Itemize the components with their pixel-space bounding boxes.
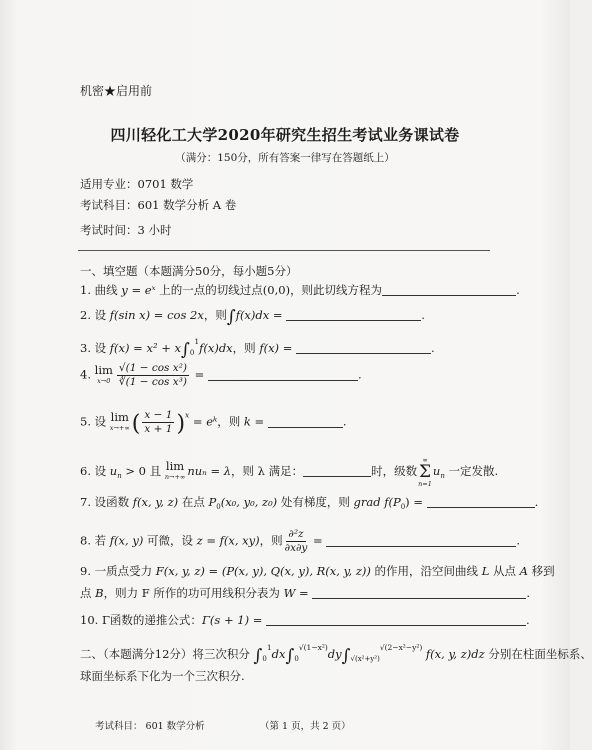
info-subject [80,197,236,213]
confidential-mark: 机密★启用前 [80,84,153,98]
info-subject-label: 考试科目： [80,198,138,212]
divider-line [78,250,490,251]
question-9-line-2: 点 B，则力 F 所作的功可用线积分表为 W = . [80,586,530,600]
question-8: 8. 若 f(x, y) 可微，设 z = f(x, xy)，则 $\frac{\text{∂²z}}{\partial x\partial y}$ = . [80,528,520,554]
answer-blank-4[interactable] [208,368,358,381]
answer-blank-5[interactable] [268,415,343,428]
question-5: 5. 设 lim x→+∞ ( $\frac{x - 1}{x + 1}$ )$^x$ = eᵏ，则 k = . [80,409,347,437]
footer-subject: 考试科目： 601 数学分析 [95,721,205,732]
answer-blank-2[interactable] [286,308,421,321]
question-6: 6. 设 $u_n > 0$ 且 lim n→+∞ nuₙ = λ，则 λ 满足： 时，级数 ∞ Σ n=1 $u_n$ 一定发散. [80,456,499,488]
answer-blank-3[interactable] [296,341,431,354]
section-two-line-1: 二、（本题满分12分）将三次积分 $\int_0^1dx\int_0^{√(1-x^2)}dy\int_{√(x^2+y^2)}^{√(2-x^2-y^2)}$ f(x, y, z)dz 分别在柱面坐标系、 [80,643,592,666]
info-major-label: 适用专业： [80,177,138,191]
info-major-value: 0701 数学 [137,177,194,191]
question-10: 10. Γ函数的递推公式：Γ(s + 1) = . [80,613,530,627]
question-4: 4. lim x→0 $\frac{\text{√(1 − cos x²)}}{\text{∛(1 − cos x³)}}$ = . [80,362,362,388]
question-9-line-1: 9. 一质点受力 F(x, y, z) = (P(x, y), Q(x, y), R(x, y, z)) 的作用，沿空间曲线 L 从点 A 移到 [80,564,555,578]
answer-blank-10[interactable] [266,613,526,626]
answer-blank-9[interactable] [312,586,526,599]
info-subject-value: 601 数学分析 A 卷 [137,198,237,212]
info-major [80,176,193,192]
answer-blank-7[interactable] [427,495,535,508]
page-subtitle: （满分：150分，所有答案一律写在答题纸上） [175,152,395,164]
question-3: 3. 设 $f(x) = x^2 + x\int_0^1f(x)dx$，则 f(x) = . [80,337,435,360]
question-7: 7. 设函数 f(x, y, z) 在点 $P_0(x_0$, y₀, z₀) 处有梯度，则 grad $f(P_0)$ = . [80,495,539,511]
answer-blank-6[interactable] [303,464,371,477]
section-two-line-2: 球面坐标系下化为一个三次积分. [80,669,245,683]
question-2: 2. 设 f(sin x) = cos 2x，则∫f(x)dx = . [80,307,425,327]
info-time [80,222,171,238]
section-one-heading: 一、填空题（本题满分50分，每小题5分） [80,264,298,278]
answer-blank-8[interactable] [326,534,516,547]
footer-page: （第 1 页，共 2 页） [260,721,351,732]
answer-blank-1[interactable] [382,283,516,296]
info-time-label: 考试时间： [80,223,138,237]
question-1: 1. 曲线 y = eˣ 上的一点的切线过点(0,0)，则此切线方程为 . [80,283,520,297]
info-time-value: 3 小时 [137,223,172,237]
page-title: 四川轻化工大学2020年研究生招生考试业务课试卷 [110,126,460,144]
